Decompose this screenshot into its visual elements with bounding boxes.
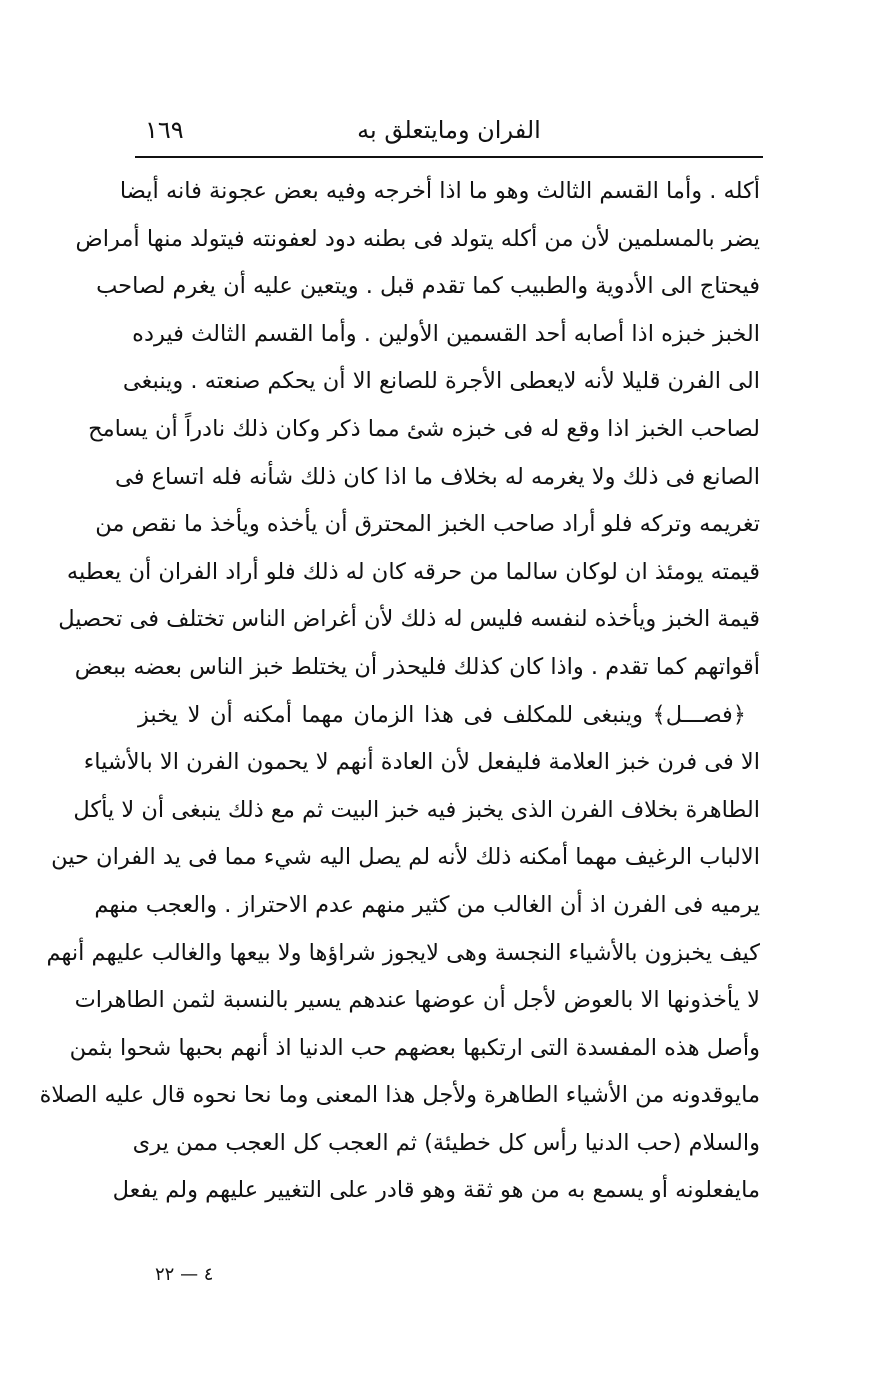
text-line: فيحتاج الى الأدوية والطبيب كما تقدم قبل . ويتعين عليه أن يغرم لصاحب bbox=[96, 273, 760, 300]
header-title: الفران ومايتعلق به bbox=[357, 116, 541, 144]
text-line: قيمة الخبز ويأخذه لنفسه فليس له ذلك لأن أغراض الناس تختلف فى تحصيل bbox=[58, 606, 760, 633]
header-rule bbox=[135, 156, 763, 158]
text-line: الا فى فرن خبز العلامة فليفعل لأن العادة أنهم لا يحمون الفرن الا بالأشياء bbox=[83, 749, 760, 776]
text-line: الخبز خبزه اذا أصابه أحد القسمين الأولين . وأما القسم الثالث فيرده bbox=[132, 320, 760, 347]
text-line: أقواتهم كما تقدم . واذا كان كذلك فليحذر أن يختلط خبز الناس بعضه ببعض bbox=[74, 653, 760, 680]
text-line: قيمته يومئذ ان لوكان سالما من حرقه كان له ذلك فلو أراد الفران أن يعطيه bbox=[66, 558, 760, 585]
body-text bbox=[39, 168, 760, 1215]
text-line: لا يأخذونها الا بالعوض لأجل أن عوضها عندهم يسير بالنسبة لثمن الطاهرات bbox=[74, 987, 760, 1014]
text-line: لصاحب الخبز اذا وقع له فى خبزه شئ مما ذكر وكان ذلك نادراً أن يسامح bbox=[88, 415, 760, 442]
text-line: يضر بالمسلمين لأن من أكله يتولد فى بطنه دود لعفونته فيتولد منها أمراض bbox=[75, 225, 760, 252]
text-line: الى الفرن قليلا لأنه لايعطى الأجرة للصانع الا أن يحكم صنعته . وينبغى bbox=[122, 368, 760, 395]
text-line: مايوقدونه من الأشياء الطاهرة ولأجل هذا المعنى وما نحا نحوه قال عليه الصلاة bbox=[39, 1082, 760, 1109]
text-line: والسلام (حب الدنيا رأس كل خطيئة) ثم العجب كل العجب ممن يرى bbox=[132, 1129, 760, 1156]
text-line: أكله . وأما القسم الثالث وهو ما اذا أخرجه وفيه بعض عجونة فانه أيضا bbox=[119, 178, 760, 204]
text-line: وأصل هذه المفسدة التى ارتكبها بعضهم حب الدنيا اذ أنهم بحبها شحوا بثمن bbox=[69, 1034, 760, 1061]
running-header bbox=[135, 112, 763, 152]
text-line: يرميه فى الفرن اذ أن الغالب من كثير منهم عدم الاحتراز . والعجب منهم bbox=[94, 891, 760, 918]
page-number: ١٦٩ bbox=[145, 116, 184, 144]
text-line: كيف يخبزون بالأشياء النجسة وهى لايجوز شراؤها ولا بيعها والغالب عليهم أنهم bbox=[46, 939, 760, 966]
text-line: تغريمه وتركه فلو أراد صاحب الخبز المحترق أن يأخذه ويأخذ ما نقص من bbox=[95, 511, 760, 538]
signature-mark: ٤ — ٢٢ bbox=[155, 1264, 214, 1285]
text-line: الطاهرة بخلاف الفرن الذى يخبز فيه خبز البيت ثم مع ذلك ينبغى أن لا يأكل bbox=[73, 796, 760, 823]
text-line: الصانع فى ذلك ولا يغرمه له بخلاف ما اذا كان ذلك شأنه فله اتساع فى bbox=[114, 463, 760, 490]
section-heading-line: ﴿فصـــل﴾ وينبغى للمكلف فى هذا الزمان مهما أمكنه أن لا يخبز bbox=[138, 701, 746, 728]
text-line: مايفعلونه أو يسمع به من هو ثقة وهو قادر على التغيير عليهم ولم يفعل bbox=[112, 1177, 760, 1204]
text-line: الالباب الرغيف مهما أمكنه ذلك لأنه لم يصل اليه شيء مما فى يد الفران حين bbox=[51, 844, 760, 871]
